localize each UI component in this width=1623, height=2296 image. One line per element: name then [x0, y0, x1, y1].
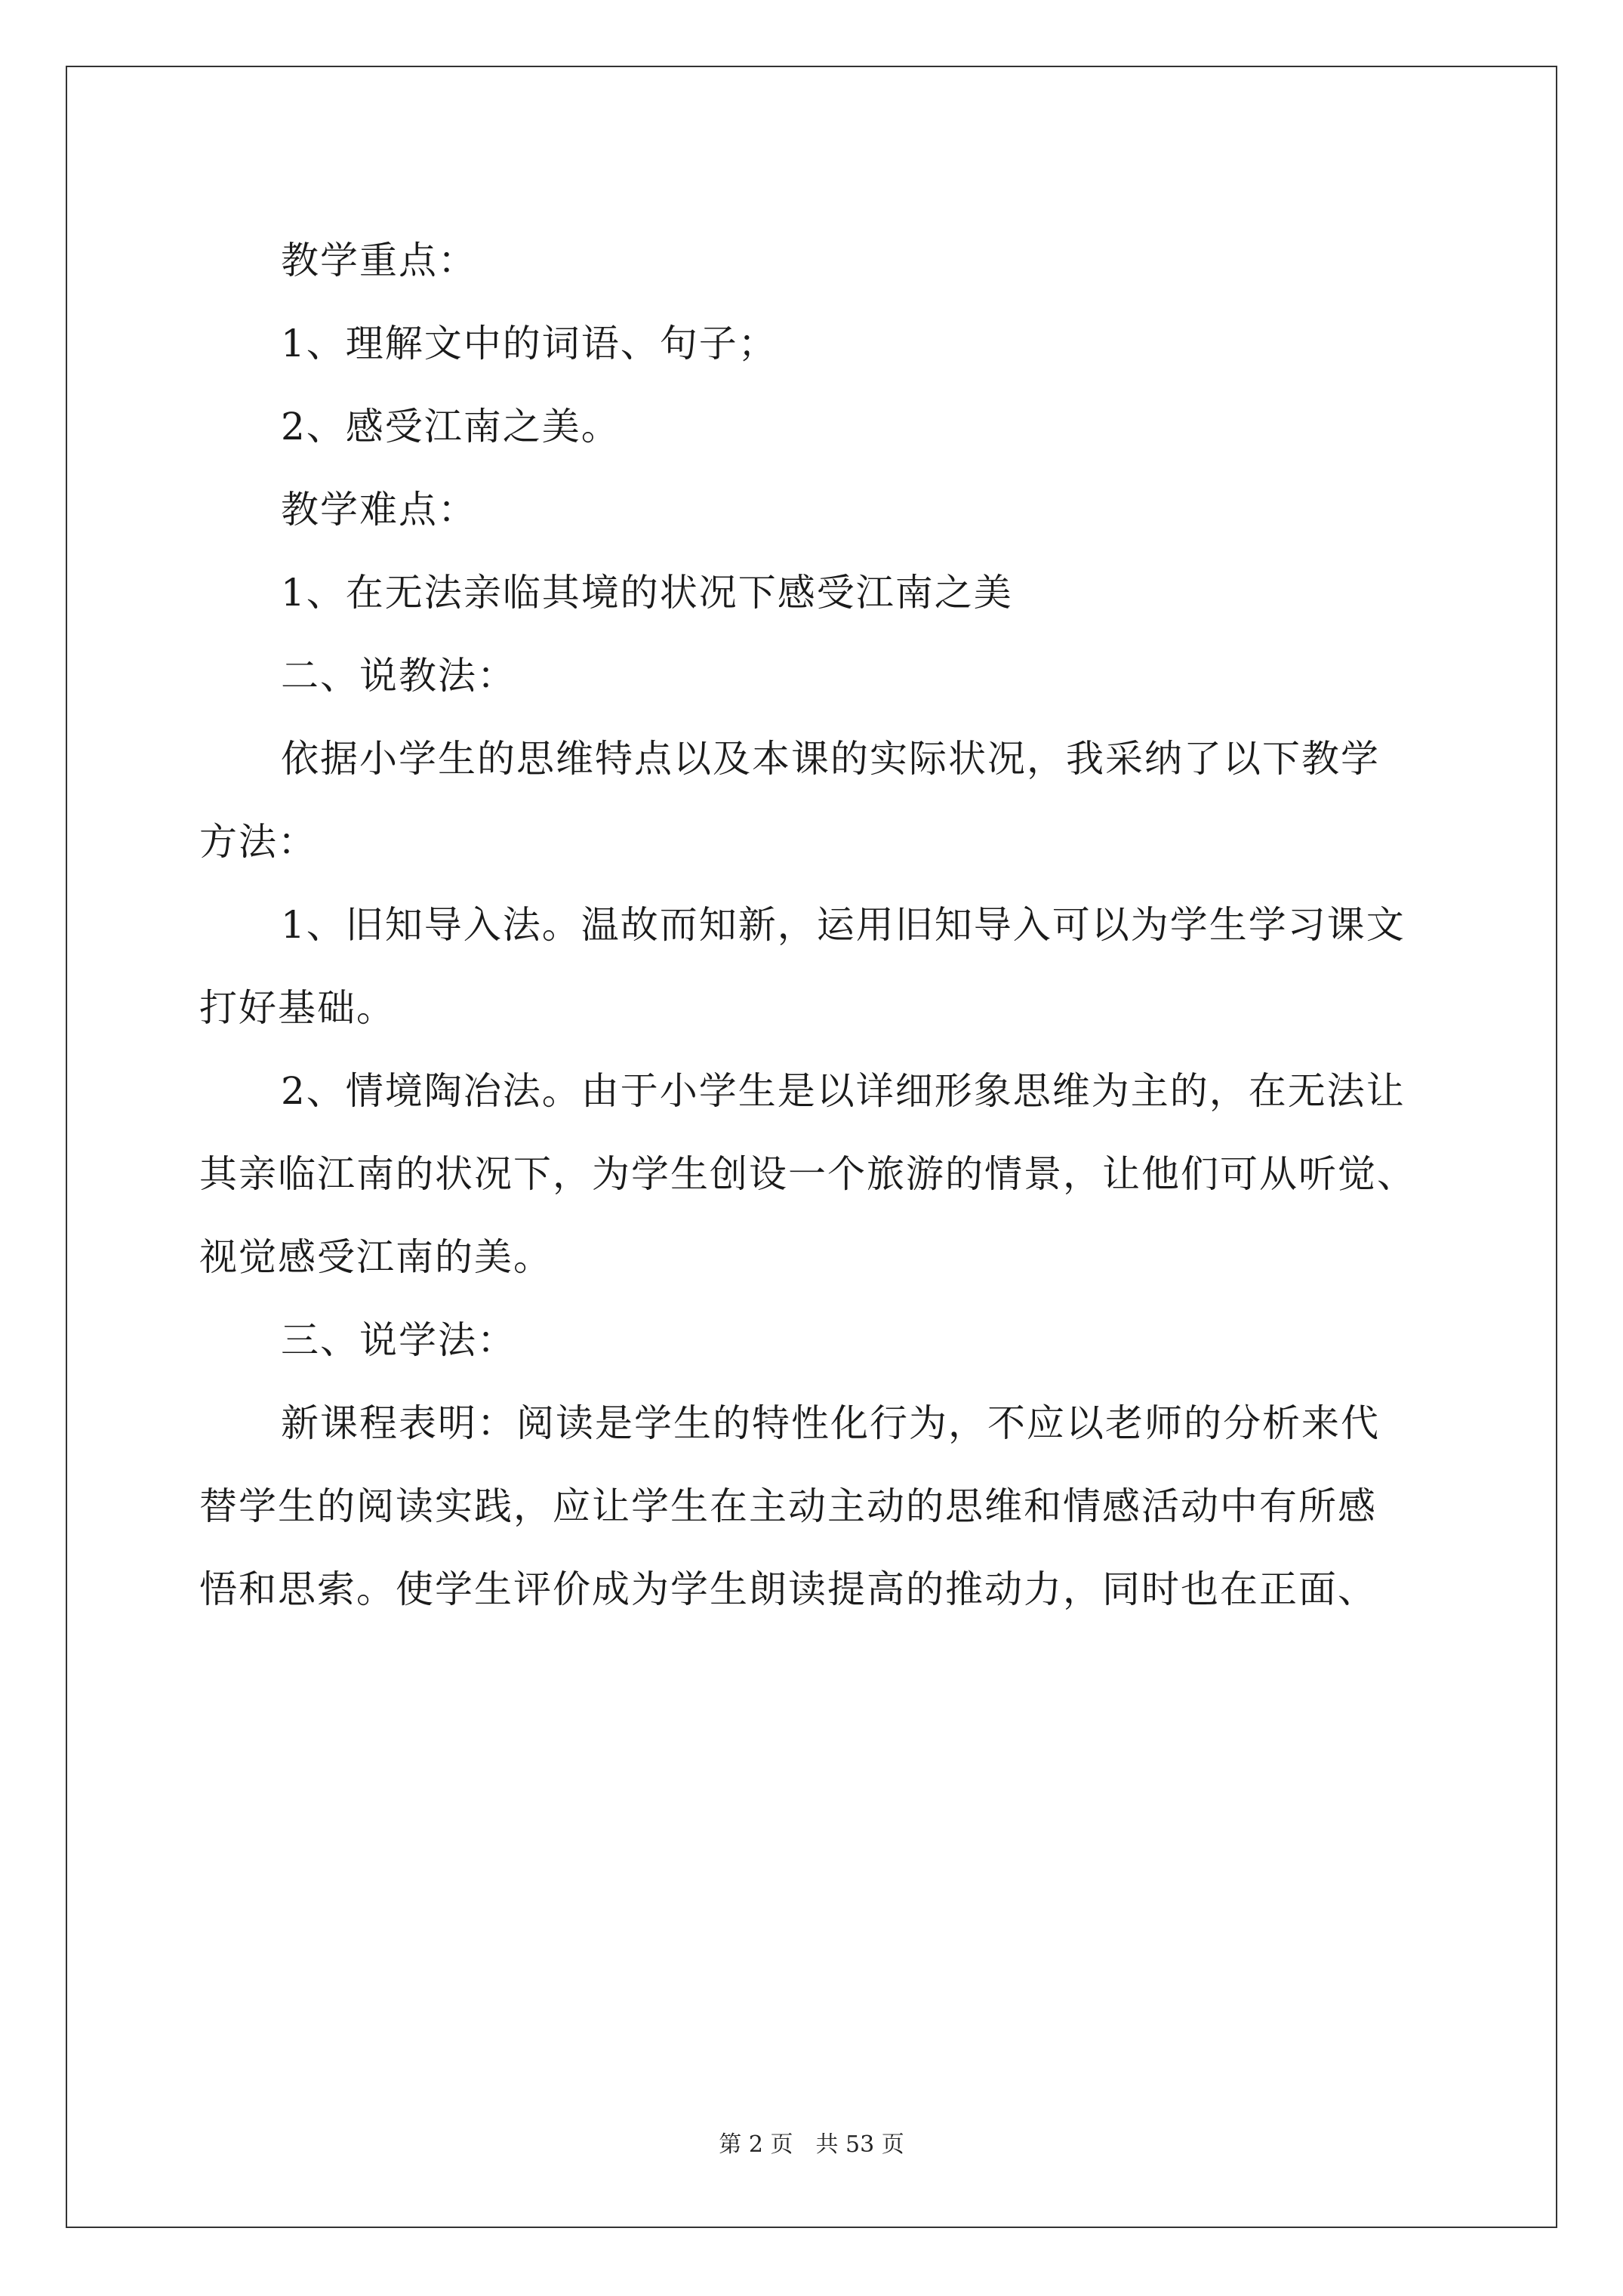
paragraph: 其亲临江南的状况下，为学生创设一个旅游的情景，让他们可从听觉、	[199, 1152, 1416, 1196]
paragraph: 方法：	[199, 820, 317, 864]
paragraph: 教学难点：	[281, 488, 477, 532]
paragraph: 替学生的阅读实践，应让学生在主动主动的思维和情感活动中有所感	[199, 1484, 1377, 1528]
paragraph: 1、理解文中的词语、句子；	[281, 322, 778, 365]
paragraph: 2、情境陶冶法。由于小学生是以详细形象思维为主的，在无法让	[281, 1069, 1406, 1113]
paragraph: 视觉感受江南的美。	[199, 1235, 553, 1279]
section-heading: 三、说学法：	[281, 1318, 516, 1362]
paragraph: 1、旧知导入法。温故而知新，运用旧知导入可以为学生学习课文	[281, 903, 1406, 947]
paragraph: 教学重点：	[281, 239, 477, 282]
paragraph: 1、在无法亲临其境的状况下感受江南之美	[281, 571, 1013, 615]
paragraph: 新课程表明：阅读是学生的特性化行为，不应以老师的分析来代	[281, 1401, 1380, 1445]
page-footer	[0, 2125, 1623, 2159]
page-number: 第 2 页	[719, 2131, 793, 2158]
paragraph: 2、感受江南之美。	[281, 405, 621, 448]
page-total: 共 53 页	[815, 2131, 904, 2158]
paragraph: 打好基础。	[199, 986, 396, 1030]
section-heading: 二、说教法：	[281, 654, 516, 698]
paragraph: 依据小学生的思维特点以及本课的实际状况，我采纳了以下教学	[281, 737, 1380, 781]
document-body	[199, 219, 1434, 1631]
paragraph: 悟和思索。使学生评价成为学生朗读提高的推动力，同时也在正面、	[199, 1567, 1377, 1611]
